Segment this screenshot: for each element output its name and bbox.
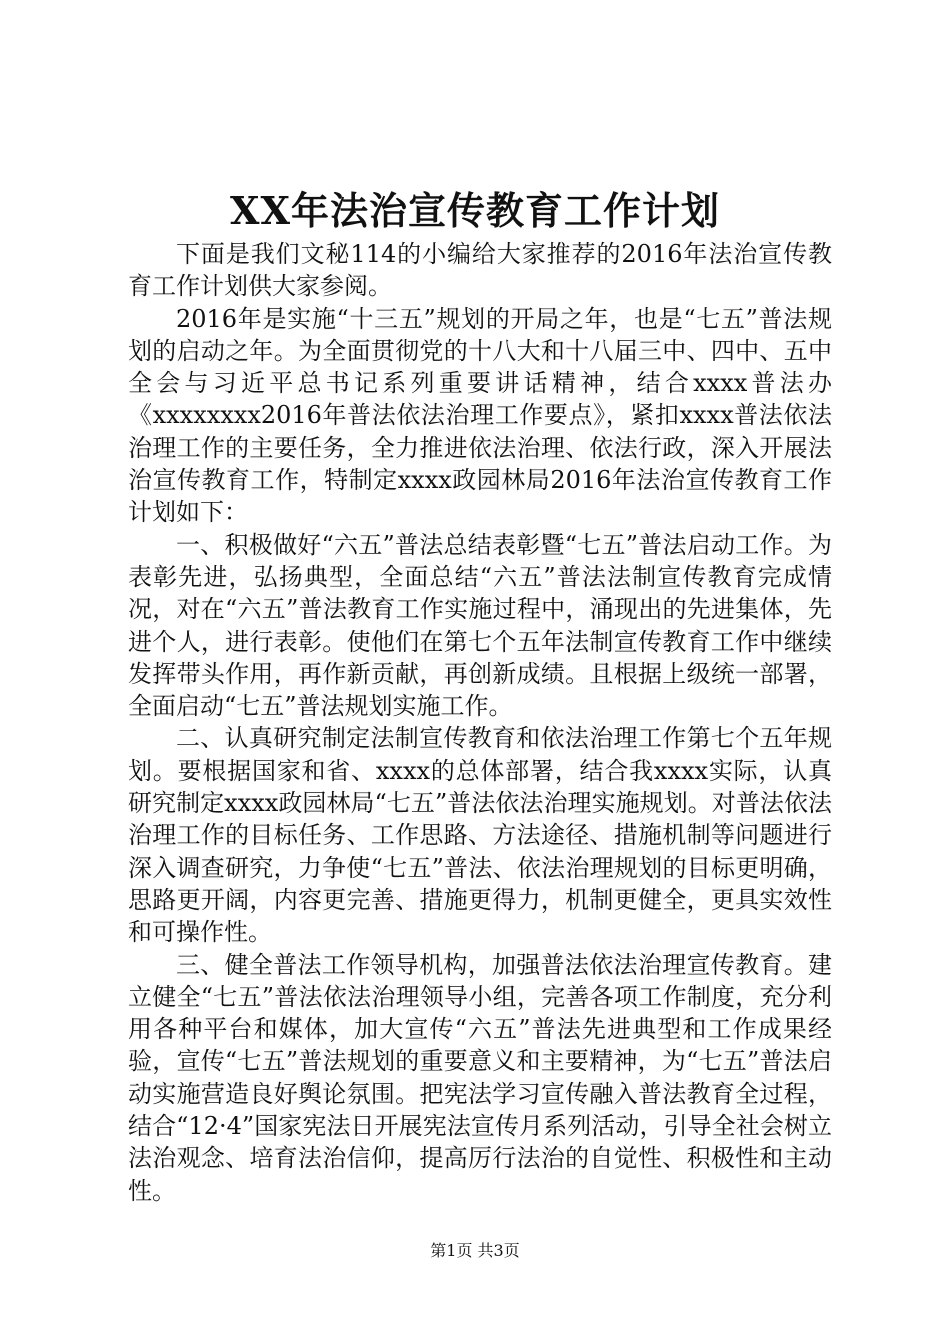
intro-paragraph: 下面是我们文秘114的小编给大家推荐的2016年法治宣传教育工作计划供大家参阅。 bbox=[128, 240, 832, 301]
document-title: XX年法治宣传教育工作计划 bbox=[230, 188, 720, 233]
section-one-paragraph: 一、积极做好“六五”普法总结表彰暨“七五”普法启动工作。为表彰先进，弘扬典型，全面总结“六五”普法法制宣传教育完成情况，对在“六五”普法教育工作实施过程中，涌现出的先进集体，先进个人，进行表彰。使他们在第七个五年法制宣传教育工作中继续发挥带头作用，再作新贡献，再创新成绩。且根据上级统一部署，全面启动“七五”普法规划实施工作。 bbox=[128, 530, 832, 721]
document-body bbox=[128, 238, 832, 1207]
section-two-paragraph: 二、认真研究制定法制宣传教育和依法治理工作第七个五年规划。要根据国家和省、xxxx的总体部署，结合我xxxx实际，认真研究制定xxxx政园林局“七五”普法依法治理实施规划。对普法依法治理工作的目标任务、工作思路、方法途径、措施机制等问题进行深入调查研究，力争使“七五”普法、依法治理规划的目标更明确，思路更开阔，内容更完善、措施更得力，机制更健全，更具实效性和可操作性。 bbox=[128, 724, 832, 947]
section-three-paragraph: 三、健全普法工作领导机构，加强普法依法治理宣传教育。建立健全“七五”普法依法治理领导小组，完善各项工作制度，充分利用各种平台和媒体，加大宣传“六五”普法先进典型和工作成果经验，宣传“七五”普法规划的重要意义和主要精神，为“七五”普法启动实施营造良好舆论氛围。把宪法学习宣传融入普法教育全过程，结合“12·4”国家宪法日开展宪法宣传月系列活动，引导全社会树立法治观念、培育法治信仰，提高厉行法治的自觉性、积极性和主动性。 bbox=[128, 950, 832, 1205]
page-number: 第1页 共3页 bbox=[430, 1241, 520, 1260]
background-paragraph: 2016年是实施“十三五”规划的开局之年，也是“七五”普法规划的启动之年。为全面贯彻党的十八大和十八届三中、四中、五中全会与习近平总书记系列重要讲话精神，结合xxxx普法办《xxxxxxxx2016年普法依法治理工作要点》，紧扣xxxx普法依法治理工作的主要任务，全力推进依法治理、依法行政，深入开展法治宣传教育工作，特制定xxxx政园林局2016年法治宣传教育工作计划如下： bbox=[128, 304, 832, 527]
